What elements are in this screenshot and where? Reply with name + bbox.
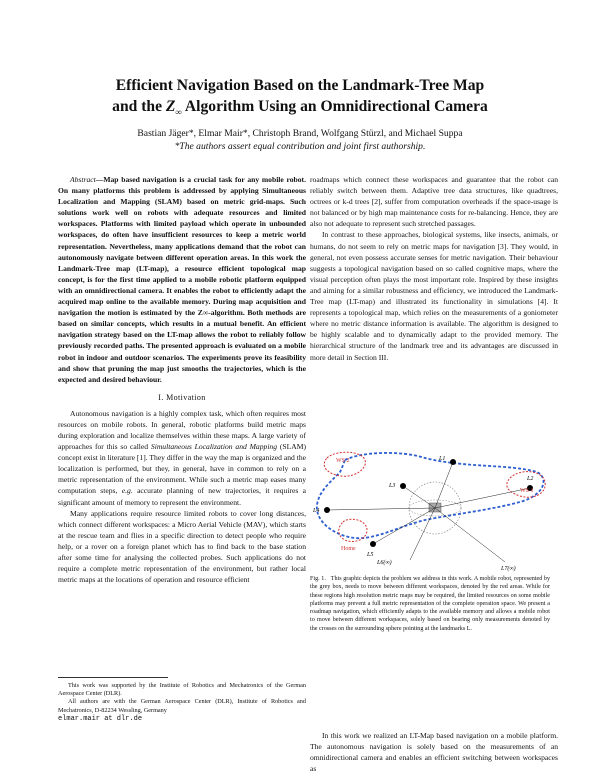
author-names: Bastian Jäger*, Elmar Mair*, Christoph Brand, Wolfgang Stürzl, and Michael Suppa (137, 128, 463, 139)
abstract-text: —Map based navigation is a crucial task for any mobile robot. On many platforms this problem is addressed by applying Simultaneous Localization and Mapping (SLAM) based on metric grid-maps. Such solutions work well on robots with adequate resources and limited workspaces. Platforms with limited payload which operate in unbounded workspaces, do often have insufficient resources to keep a metric world representation. Nevertheless, many applications demand that the robot can autonomously navigate between different operation areas. In this work the Landmark-Tree map (LT-map), a resource efficient topological map concept, is for the first time applied to a mobile robotic platform equipped with an omnidirectional camera. It enables the robot to efficiently adapt the acquired map online to the available memory. During map acquisition and navigation the motion is estimated by the Z∞-algorithm. Both methods are based on similar concepts, which results in a mutual benefit. An efficient navigation strategy based on the LT-map allows the robot to reliably follow previously recorded paths. The presented approach is evaluated on a mobile robot in indoor and outdoor scenarios. The experiments prove its feasibility and show that pruning the map just smooths the trajectories, which is the expected and desired behaviour. (58, 175, 306, 384)
figure-1-diagram (305, 450, 550, 572)
author-note: *The authors assert equal contribution and joint first authorship. (174, 140, 426, 152)
footnote-email: elmar.mair at dlr.de (58, 714, 143, 723)
p1-slam: Simultaneous Localization and Mapping (150, 442, 278, 452)
caption-label: Fig. 1. (310, 576, 326, 582)
landmark-l3 (400, 483, 406, 489)
paragraph-right-1: roadmaps which connect these workspaces and guarantee that the robot can reliably switch between them. Adaptive tree data structures, like quadtrees, octrees or k-d trees [2], suffer from computation overheads if the space-usage is not balanced or by high map maintenance costs for re-balancing. Hence, they are also not adequate to represent such stretched passages. (310, 175, 558, 229)
right-column-bottom (310, 730, 558, 774)
left-column (58, 174, 306, 585)
figure-1-caption (310, 575, 550, 633)
footnote-rule (58, 677, 168, 678)
paragraph-right-3: In this work we realized an LT-Map based navigation on a mobile platform. The autonomous navigation is solely based on the measurements of an omnidirectional camera and enables an efficient switching between workspaces as (310, 731, 558, 774)
label-l3: L3 (389, 483, 396, 489)
landmark-l4 (324, 507, 330, 513)
label-ws1: WS 1 (520, 488, 534, 494)
label-l1: L1 (439, 456, 446, 462)
caption-text: This graphic depicts the problem we address in this work. A mobile robot, represented by the grey box, needs to move between different workspaces, denoted by the red areas. While for these regions high resolution metric maps may be required, the limited resources on some mobile platforms may prevent a full metric representation of the complete operation space. We present a roadmap navigation, which efficiently adapts to the available memory and allows a mobile robot to move between different workspaces, solely based on bearing only measurements denoted by the crosses on the surrounding sphere pointing at the landmarks L. (310, 576, 550, 632)
author-block (0, 128, 600, 153)
right-column-top (310, 174, 558, 363)
title-z-subscript: ∞ (175, 107, 182, 118)
bearing-lines (327, 462, 530, 562)
paragraph-right-2: In contrast to these approaches, biological systems, like insects, animals, or humans, do not seem to rely on metric maps for navigation [3]. They would, in general, not even possess accurate senses for metric navigation. Their behaviour suggests a topological navigation based on so called cognitive maps, where the visual perception often plays the most important role. Inspired by these insights and aiming for a similar robustness and efficiency, we introduced the Landmark-Tree map (LT-map) and illustrated its functionality in simulations [4]. It represents a topological map, which relies on the measurements of a goniometer where no metric distance information is available. The algorithm is designed to be highly scalable and to dynamically adapt to the provided memory. The hierarchical structure of the landmark tree and its advantages are discussed in more detail in Section III. (310, 230, 558, 362)
robot-path (317, 453, 544, 538)
abstract-label: Abstract (70, 175, 96, 184)
label-l6: L6(∞) (377, 560, 392, 566)
label-ws2: WS 2 (336, 458, 350, 464)
p1-text-b: (SLAM) concept exist in literature [1]. They differ in the way the map is organized and the localization is performed, but they, in general, have in common to rely on a metric representation of the environment. While such a metric map eases many computation steps, (58, 442, 306, 496)
footnotes (58, 682, 306, 723)
p1-text-c: accurate planning of new trajectories, it requires a significant amount of memory to represent the environment. (58, 486, 306, 507)
title-text-b: Algorithm Using an Omnidirectional Camera (181, 98, 488, 115)
p1-eg: e.g. (121, 486, 133, 496)
title-z: Z (165, 98, 176, 115)
label-home: Home (341, 546, 356, 552)
p1-text-a: Autonomous navigation is a highly complex task, which often requires most resources on mobile robots. In general, robotic platforms build metric maps during exploration and localize themselves within these maps. A large variety of approaches for this so called (58, 408, 306, 452)
footnote-funding: This work was supported by the Institute of Robotics and Mechatronics of the German Aerospace Center (DLR). (58, 682, 306, 698)
footnote-affiliation: All authors are with the German Aerospace Center (DLR), Institute of Robotics and Mechatronics, D-82234 Wessling, Germany (58, 698, 306, 714)
paragraph-motivation-1 (58, 408, 306, 508)
label-l7: L7(∞) (501, 566, 516, 572)
abstract (58, 174, 306, 385)
paragraph-motivation-2: Many applications require resource limited robots to cover long distances, which connect different workspaces: a Micro Aerial Vehicle (MAV), which starts at the rescue team and flies in a specific direction to detect people who require help, or a rover on a foreign planet which has to find back to the base station after some time for analysing the collected probes. Such applications do not require a complete metric representation of the environment, but rather local metric maps at the locations of operation and resource efficient (58, 508, 306, 585)
label-l2: L2 (527, 476, 534, 482)
landmark-l1 (450, 459, 456, 465)
label-l4: L4 (313, 508, 320, 514)
paper-title-line-1: Efficient Navigation Based on the Landmark-Tree Map (115, 77, 485, 94)
landmark-l5 (370, 541, 376, 547)
title-text-a: and the (112, 98, 166, 115)
paper-title-line-2 (0, 96, 600, 123)
label-l5: L5 (367, 552, 374, 558)
section-heading-motivation: I. Motivation (158, 392, 206, 402)
